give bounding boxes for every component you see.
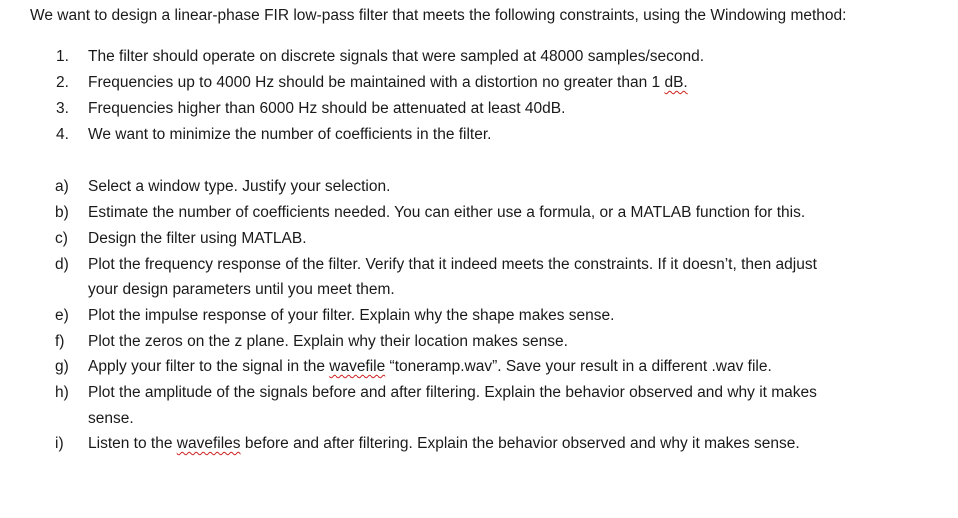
task-text-h: Plot the amplitude of the signals before and after filtering. Explain the behavior observed and why it makes [88,384,817,401]
task-text-b: Estimate the number of coefficients needed. You can either use a formula, or a MATLAB function for this. [88,204,806,221]
constraint-marker-1: 1. [56,48,69,65]
spelling-flag-wavefile: wavefile [329,358,386,375]
spelling-flag-db: dB. [664,74,688,91]
spelling-flag-wavefiles: wavefiles [176,435,241,452]
task-marker-c: c) [55,230,68,247]
task-text-d: Plot the frequency response of the filter. Verify that it indeed meets the constraints. If it doesn’t, then adjust [88,256,817,273]
task-text-i-lead: Listen to the [88,435,177,452]
task-text-a: Select a window type. Justify your selection. [88,178,391,195]
task-text-h-continued: sense. [88,410,134,427]
task-marker-a: a) [55,178,69,195]
task-text-c: Design the filter using MATLAB. [88,230,307,247]
constraint-text-3: Frequencies higher than 6000 Hz should be attenuated at least 40dB. [88,100,566,117]
task-marker-d: d) [55,256,69,273]
task-text-i [88,434,800,454]
constraint-marker-4: 4. [56,126,69,143]
constraint-text-2-main: Frequencies up to 4000 Hz should be maintained with a distortion no greater than 1 [88,74,665,91]
constraint-marker-2: 2. [56,74,69,91]
task-text-e: Plot the impulse response of your filter. Explain why the shape makes sense. [88,307,615,324]
constraint-text-1: The filter should operate on discrete signals that were sampled at 48000 samples/second. [88,48,705,65]
task-marker-h: h) [55,384,69,401]
task-text-g [88,357,772,377]
constraint-marker-3: 3. [56,100,69,117]
task-text-f: Plot the zeros on the z plane. Explain why their location makes sense. [88,333,568,350]
task-text-i-tail: before and after filtering. Explain the behavior observed and why it makes sense. [240,435,800,452]
task-text-d-continued: your design parameters until you meet them. [88,281,395,298]
constraint-text-4: We want to minimize the number of coefficients in the filter. [88,126,492,143]
task-marker-g: g) [55,358,69,375]
task-text-g-tail: “toneramp.wav”. Save your result in a different .wav file. [385,358,772,375]
intro-paragraph: We want to design a linear-phase FIR low-pass filter that meets the following constraints, using the Windowing method: [30,7,847,24]
task-marker-e: e) [55,307,69,324]
task-marker-b: b) [55,204,69,221]
task-marker-i: i) [55,435,64,452]
task-text-g-lead: Apply your filter to the signal in the [88,358,330,375]
task-marker-f: f) [55,333,65,350]
constraint-text-2 [88,73,688,93]
